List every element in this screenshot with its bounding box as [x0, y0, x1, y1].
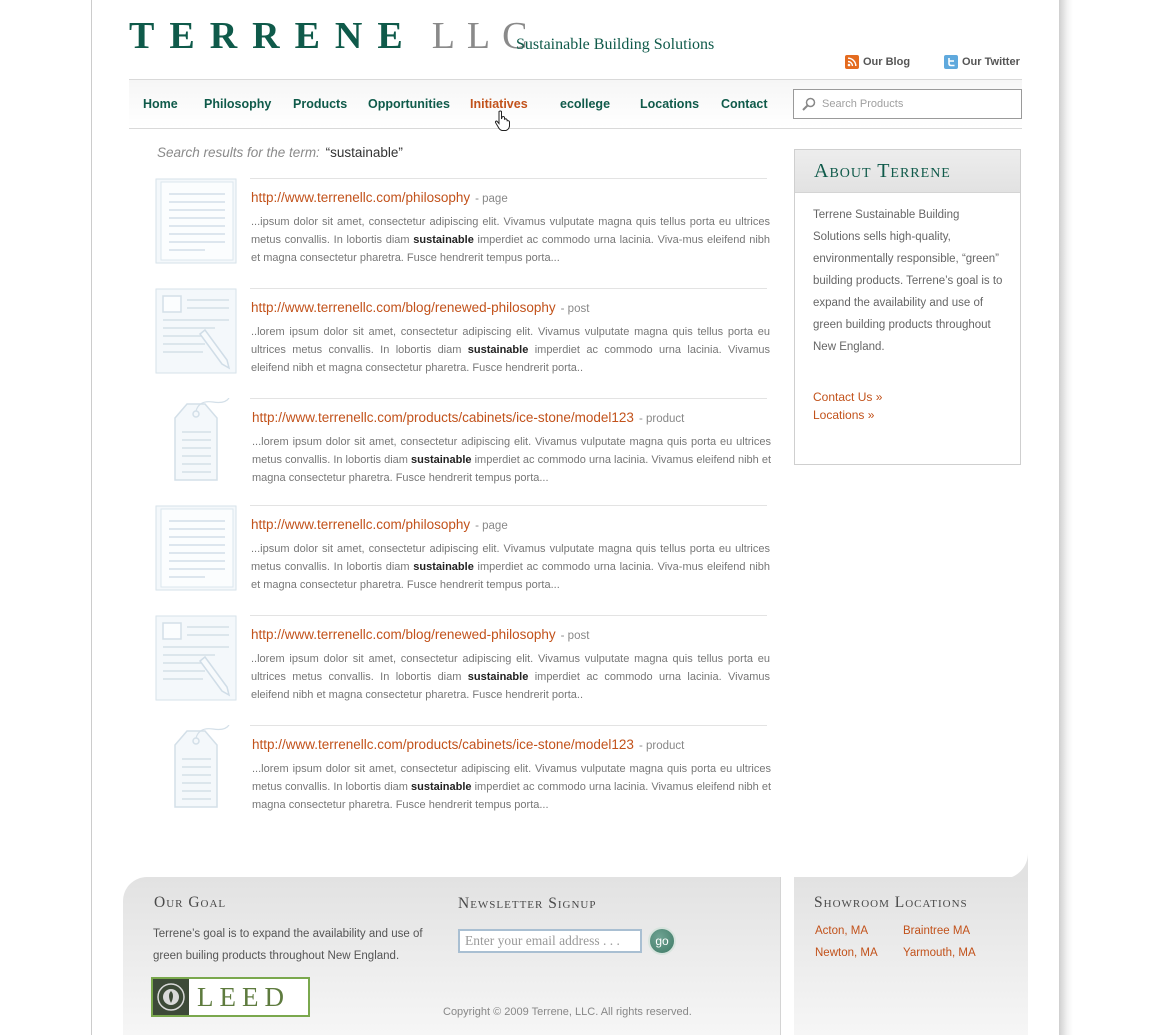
showroom-title: Showroom Locations — [814, 894, 968, 911]
leed-logo — [151, 977, 310, 1017]
newsletter-go-button[interactable]: go — [648, 927, 676, 955]
goal-text: Terrene’s goal is to expand the availability and use of green builing products throughout New England. — [153, 928, 423, 962]
result-url-text[interactable]: http://www.terrenellc.com/products/cabinets/ice-stone/model123 — [252, 737, 634, 752]
twitter-icon — [944, 55, 958, 69]
result-url[interactable] — [251, 300, 589, 315]
hand-pointer-icon — [494, 110, 512, 132]
result-url-text[interactable]: http://www.terrenellc.com/products/cabinets/ice-stone/model123 — [252, 410, 634, 425]
result-snippet — [251, 540, 770, 594]
about-title: About Terrene — [814, 160, 951, 182]
site-logo[interactable] — [129, 14, 540, 58]
search-input[interactable] — [822, 98, 1012, 110]
result-url[interactable] — [252, 410, 684, 425]
snippet-after: imperdiet ac commodo urna lacinia. Vivamus eleifend nibh et magna consectetur pharetra. Fusce hendrerit porta.. — [251, 344, 770, 374]
logo-tagline: Sustainable Building Solutions — [516, 36, 715, 53]
result-kind: - post — [560, 630, 590, 642]
result-kind: - product — [638, 740, 685, 752]
result-url-text[interactable]: http://www.terrenellc.com/blog/renewed-philosophy — [251, 300, 556, 315]
result-divider — [250, 178, 767, 179]
location-newton[interactable]: Newton, MA — [815, 947, 878, 959]
locations-link[interactable]: Locations » — [813, 408, 875, 422]
result-kind: - product — [638, 413, 685, 425]
snippet-before: ...ipsum dolor sit amet, consectetur adipiscing elit. Vivamus vulputate magna quis tellus porta eu ultrices metus convallis. In lobortis diam — [251, 543, 770, 573]
nav-locations[interactable]: Locations — [640, 97, 700, 111]
nav-philosophy[interactable]: Philosophy — [204, 97, 272, 111]
search-icon — [802, 97, 816, 111]
location-acton[interactable]: Acton, MA — [815, 925, 869, 937]
results-heading-label: Search results for the term: — [157, 145, 320, 160]
result-snippet — [252, 433, 771, 487]
result-divider — [250, 505, 767, 506]
search-result — [155, 725, 770, 825]
snippet-after: imperdiet ac commodo urna lacinia. Vivamus eleifend nibh et magna consectetur pharetra. Fusce hendrerit porta.. — [251, 671, 770, 701]
nav-contact[interactable]: Contact — [721, 97, 768, 111]
snippet-before: ..lorem ipsum dolor sit amet, consectetur adipiscing elit. Vivamus vulputate magna quis tellus porta eu ultrices metus convallis. In lobortis diam — [251, 326, 770, 356]
snippet-highlight: sustainable — [413, 234, 474, 246]
snippet-highlight: sustainable — [411, 781, 472, 793]
location-yarmouth[interactable]: Yarmouth, MA — [903, 947, 976, 959]
logo-llc: LLC — [431, 15, 540, 57]
result-kind: - page — [475, 520, 508, 532]
about-links — [813, 388, 882, 424]
about-text: Terrene Sustainable Building Solutions sells high-quality, environmentally responsible, “green” building products. Terrene’s goal is to expand the availability and use of green building products throughout New England. — [813, 209, 1003, 353]
result-url[interactable] — [251, 190, 508, 205]
rss-icon — [845, 55, 859, 69]
result-url-text[interactable]: http://www.terrenellc.com/philosophy — [251, 517, 471, 532]
results-heading-term: “sustainable” — [325, 145, 403, 160]
nav-initiatives[interactable]: Initiatives — [470, 97, 528, 111]
result-divider — [250, 615, 767, 616]
result-divider — [250, 288, 767, 289]
snippet-before: ...ipsum dolor sit amet, consectetur adipiscing elit. Vivamus vulputate magna quis tellus porta eu ultrices metus convallis. In lobortis diam — [251, 216, 770, 246]
post-icon — [155, 615, 237, 701]
result-snippet — [251, 213, 770, 267]
result-snippet — [252, 760, 771, 814]
page-icon — [155, 505, 237, 591]
leed-seal-icon — [153, 979, 189, 1015]
blog-link[interactable] — [845, 55, 910, 69]
result-divider — [250, 725, 767, 726]
result-url[interactable] — [251, 517, 508, 532]
goal-title: Our Goal — [154, 894, 227, 911]
snippet-after: imperdiet ac commodo urna lacinia. Viva-mus eleifend nibh et magna consectetur pharetra. Fusce hendrerit tempus porta... — [251, 561, 770, 591]
results-heading — [157, 145, 403, 160]
snippet-after: imperdiet ac commodo urna lacinia. Vivamus eleifend nibh et magna consectetur pharetra. Fusce hendrerit tempus porta... — [252, 454, 772, 484]
result-kind: - page — [475, 193, 508, 205]
search-result — [155, 398, 770, 498]
about-box — [794, 149, 1021, 465]
search-box[interactable] — [793, 89, 1022, 119]
product-tag-icon — [155, 398, 237, 484]
search-result — [155, 505, 770, 605]
result-url[interactable] — [252, 737, 684, 752]
search-result — [155, 178, 770, 278]
page-icon — [155, 178, 237, 264]
nav-products[interactable]: Products — [293, 97, 348, 111]
page-left-border — [91, 0, 92, 1035]
result-snippet — [251, 650, 770, 704]
blog-label: Our Blog — [863, 56, 911, 68]
snippet-before: ...lorem ipsum dolor sit amet, consectetur adipiscing elit. Vivamus vulputate magna quis porta eu ultrices metus convallis. In lobortis diam — [252, 763, 771, 793]
footer-corner-decoration — [994, 853, 1028, 879]
newsletter-email-input[interactable] — [458, 929, 642, 953]
newsletter-title: Newsletter Signup — [458, 895, 597, 912]
nav-ecollege[interactable]: ecollege — [560, 97, 611, 111]
snippet-after: imperdiet ac commodo urna lacinia. Vivamus eleifend nibh et magna consectetur pharetra. Fusce hendrerit tempus porta... — [252, 781, 772, 811]
search-result — [155, 288, 770, 388]
twitter-link[interactable] — [944, 55, 1020, 69]
search-result — [155, 615, 770, 715]
nav-opportunities[interactable]: Opportunities — [368, 97, 450, 111]
logo-name: TERRENE — [129, 15, 418, 57]
result-url-text[interactable]: http://www.terrenellc.com/philosophy — [251, 190, 471, 205]
result-kind: - post — [560, 303, 590, 315]
snippet-highlight: sustainable — [411, 454, 472, 466]
result-divider — [250, 398, 767, 399]
snippet-before: ..lorem ipsum dolor sit amet, consectetur adipiscing elit. Vivamus vulputate magna quis tellus porta eu ultrices metus convallis. In lobortis diam — [251, 653, 770, 683]
contact-us-link[interactable]: Contact Us » — [813, 390, 883, 404]
snippet-after: imperdiet ac commodo urna lacinia. Viva-mus eleifend nibh et magna consectetur pharetra. Fusce hendrerit tempus porta... — [251, 234, 770, 264]
result-snippet — [251, 323, 770, 377]
snippet-before: ...lorem ipsum dolor sit amet, consectetur adipiscing elit. Vivamus vulputate magna quis porta eu ultrices metus convallis. In lobortis diam — [252, 436, 771, 466]
snippet-highlight: sustainable — [467, 344, 529, 356]
twitter-label: Our Twitter — [962, 56, 1020, 68]
leed-wordmark: LEED — [197, 982, 290, 1012]
product-tag-icon — [155, 725, 237, 811]
result-url-text[interactable]: http://www.terrenellc.com/blog/renewed-philosophy — [251, 627, 556, 642]
location-braintree[interactable]: Braintree MA — [903, 925, 971, 937]
result-url[interactable] — [251, 627, 589, 642]
about-header — [795, 150, 1020, 193]
copyright: Copyright © 2009 Terrene, LLC. All rights reserved. — [443, 1006, 692, 1018]
snippet-highlight: sustainable — [413, 561, 474, 573]
page-right-shadow — [1059, 0, 1073, 1035]
nav-home[interactable]: Home — [143, 97, 178, 111]
post-icon — [155, 288, 237, 374]
snippet-highlight: sustainable — [467, 671, 529, 683]
